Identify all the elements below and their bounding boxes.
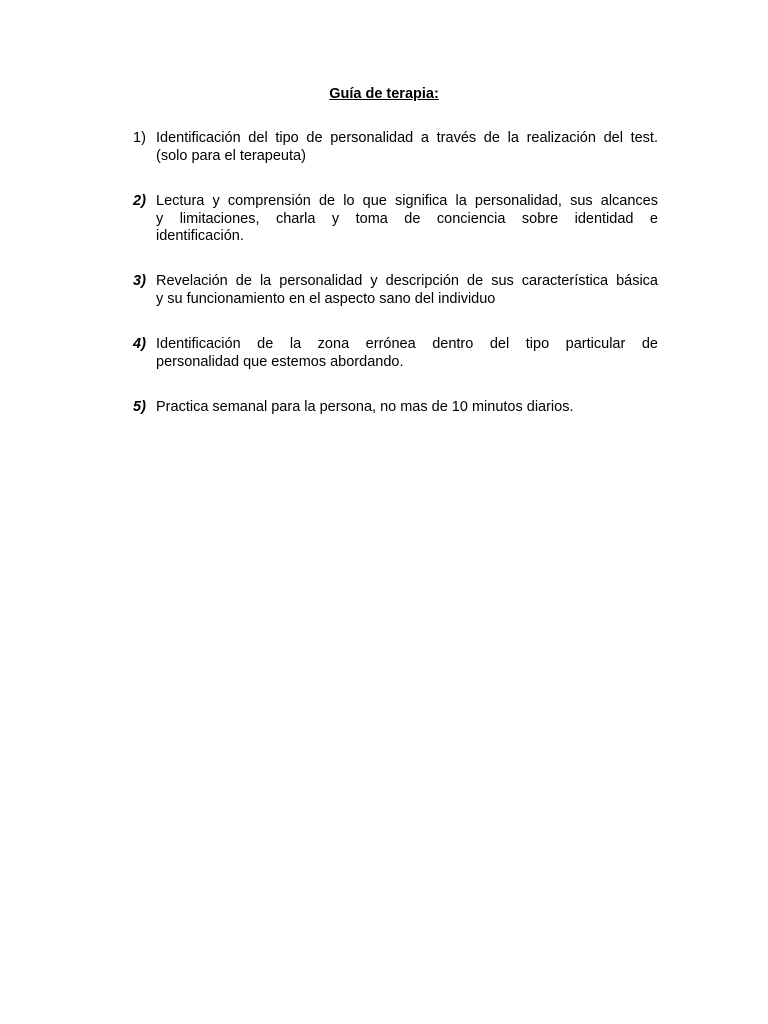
item-number: 3) [133,273,146,289]
item-line: Identificación de la zona errónea dentro del tipo particular de [156,336,658,352]
item-line: Revelación de la personalidad y descripción de sus característica básica [156,273,658,289]
item-line: y su funcionamiento en el aspecto sano del individuo [156,290,496,307]
item-line: Identificación del tipo de personalidad a través de la realización del test. [156,130,658,146]
item-line: personalidad que estemos abordando. [156,353,404,370]
item-line: identificación. [156,228,244,244]
item-line: y limitaciones, charla y toma de conciencia sobre identidad e [156,210,658,227]
list-item-5 [133,399,658,417]
item-number: 5) [133,399,146,415]
list-item-2 [133,193,658,246]
item-text [156,130,658,165]
item-line: Lectura y comprensión de lo que significa la personalidad, sus alcances [156,193,658,209]
item-text [156,336,658,371]
document-title: Guía de terapia: [329,86,439,102]
item-text [156,273,658,308]
item-line: Practica semanal para la persona, no mas de 10 minutos diarios. [156,399,574,415]
item-line: (solo para el terapeuta) [156,147,306,164]
item-number: 2) [133,193,146,209]
list-item-3 [133,273,658,308]
item-number: 1) [133,130,146,146]
item-text [156,399,658,417]
item-number: 4) [133,336,146,352]
item-text [156,193,658,246]
list-item-4 [133,336,658,371]
list-item-1 [133,130,658,165]
